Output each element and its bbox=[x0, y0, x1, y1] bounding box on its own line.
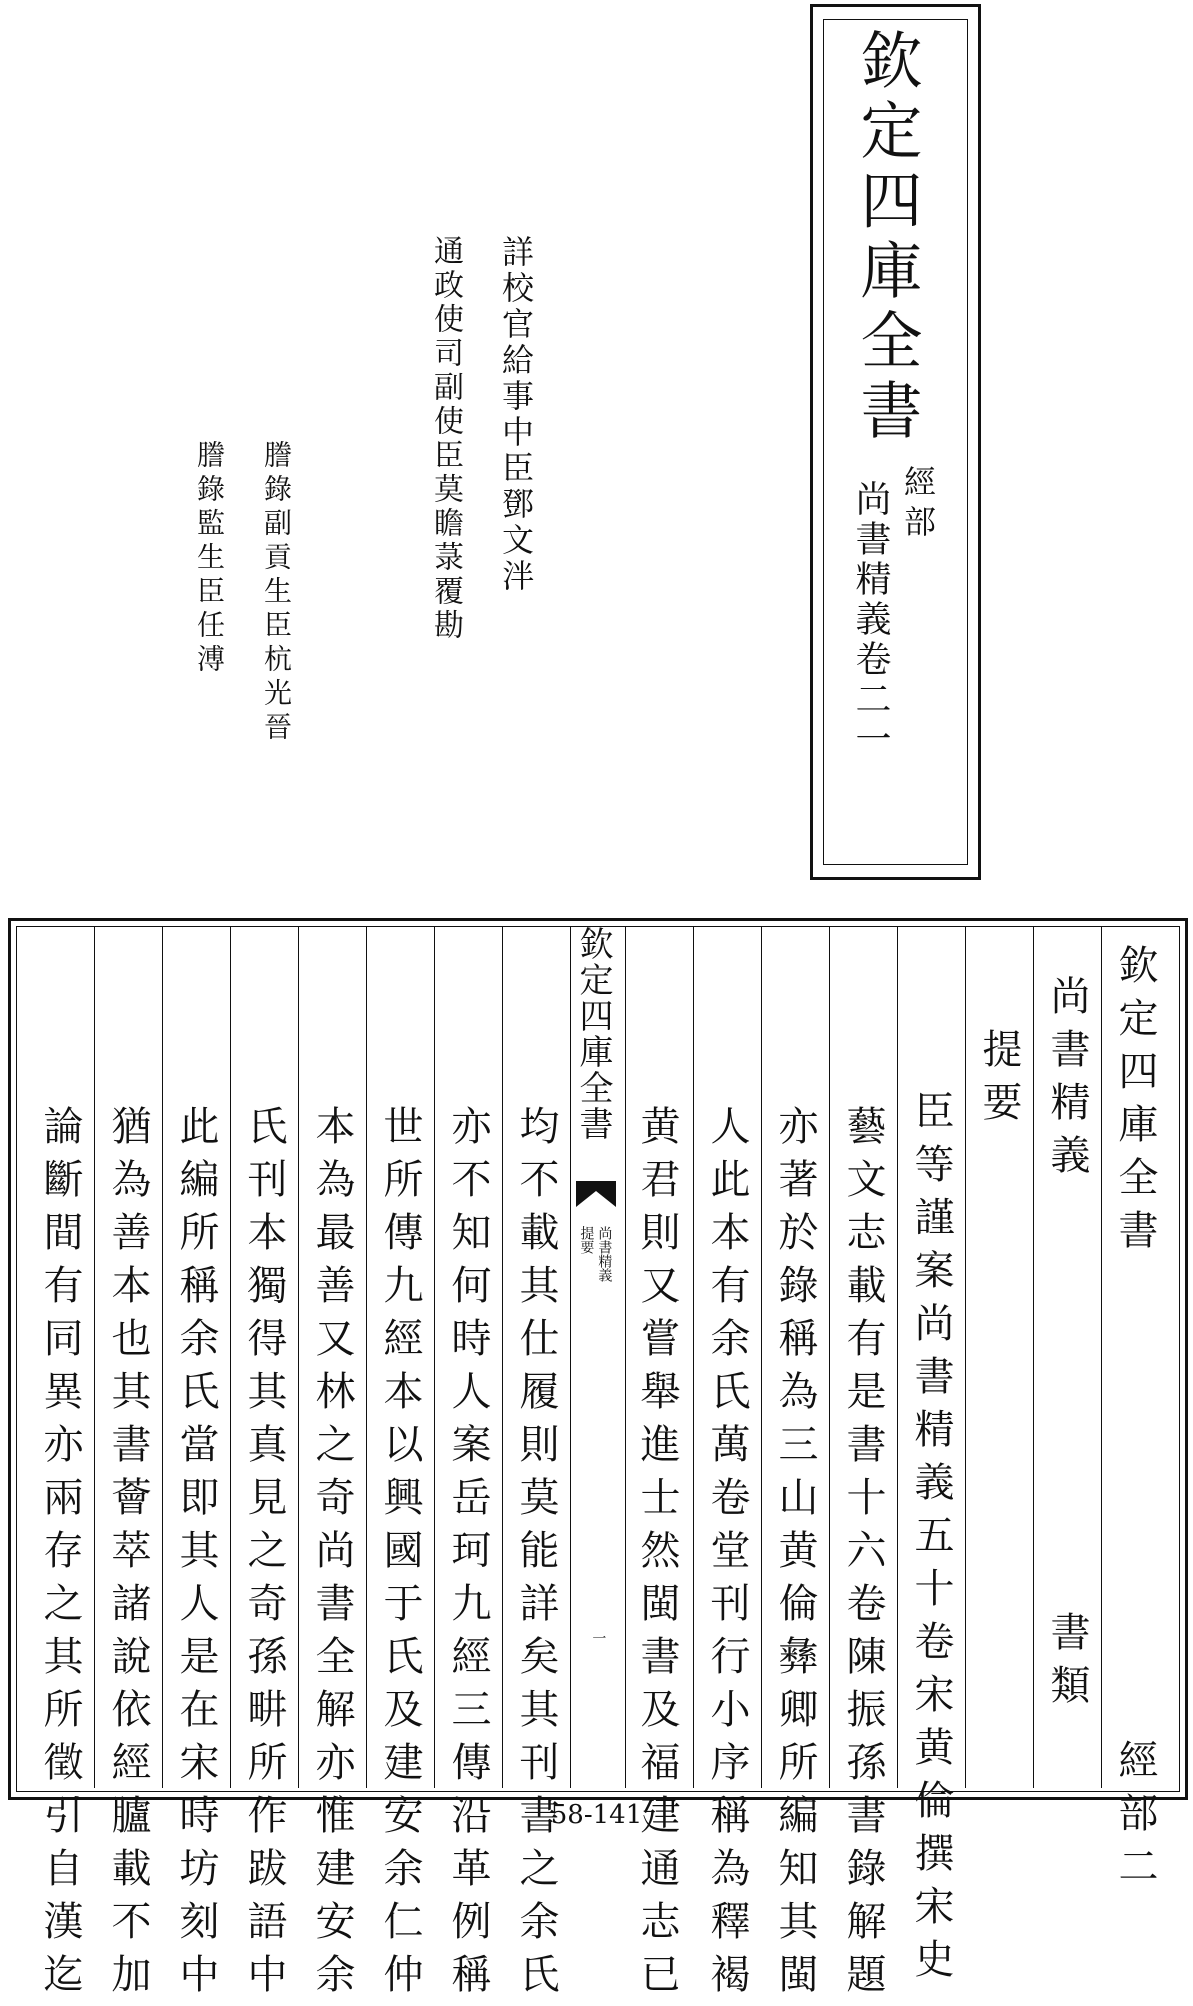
column-rule bbox=[761, 926, 762, 1788]
column-rule bbox=[829, 926, 830, 1788]
center-subtitle-2: 提要 bbox=[578, 1226, 595, 1254]
column-rule bbox=[570, 926, 571, 1788]
text-column: 臣等謹案尚書精義五十卷宋黄倫撰宋史 bbox=[908, 1090, 954, 1991]
text-column: 氏刊本獨得其真見之奇孫畊所作跋語中 bbox=[241, 1105, 287, 2006]
center-title: 欽定四庫全書 bbox=[573, 926, 613, 1142]
text-column: 論斷間有同異亦兩存之其所徵引自漢迄 bbox=[37, 1105, 83, 2006]
column-rule bbox=[965, 926, 966, 1788]
column-rule bbox=[162, 926, 163, 1788]
text-column: 本為最善又林之奇尚書全解亦惟建安余 bbox=[309, 1105, 355, 2006]
text-column: 藝文志載有是書十六卷陳振孫書錄解題 bbox=[840, 1105, 886, 2006]
book-title: 欽定四庫全書 bbox=[850, 28, 923, 448]
center-fold bbox=[573, 926, 616, 1788]
column-rule bbox=[1101, 926, 1102, 1788]
text-column: 此編所稱余氏當即其人是在宋時坊刻中 bbox=[173, 1105, 219, 2006]
column-rule bbox=[298, 926, 299, 1788]
column-rule bbox=[366, 926, 367, 1788]
column-rule bbox=[502, 926, 503, 1788]
text-column: 亦著於錄稱為三山黄倫彝卿所編知其閩 bbox=[772, 1105, 818, 2006]
page-number: 58-141 bbox=[550, 1800, 643, 1830]
column-rule bbox=[1033, 926, 1034, 1788]
column-rule bbox=[693, 926, 694, 1788]
text-column: 世所傳九經本以興國于氏及建安余仁仲 bbox=[377, 1105, 423, 2006]
text-column: 黄君則又嘗舉進士然閩書及福建通志已 bbox=[634, 1105, 680, 2006]
credit-line-3: 謄錄副貢生臣杭光晉 bbox=[260, 440, 293, 746]
center-page-number: 一 bbox=[590, 1631, 607, 1645]
fish-tail-mark bbox=[576, 1181, 616, 1207]
column-rule bbox=[897, 926, 898, 1788]
credit-line-1: 詳校官給事中臣鄧文泮 bbox=[497, 235, 535, 595]
text-column: 尚書精義 書類 bbox=[1044, 975, 1090, 1717]
text-column: 猶為善本也其書薈萃諸說依經臚載不加 bbox=[105, 1105, 151, 2006]
center-subtitle: 尚書精義 bbox=[596, 1226, 613, 1282]
text-column: 人此本有余氏萬卷堂刊行小序稱為釋褐 bbox=[704, 1105, 750, 2006]
volume-label: 尚書精義卷二一 bbox=[850, 480, 891, 760]
credit-line-2: 通政使司副使臣莫瞻菉覆勘 bbox=[428, 235, 463, 643]
text-column: 欽定四庫全書 經部二 bbox=[1112, 944, 1158, 1898]
column-rule bbox=[434, 926, 435, 1788]
text-column: 提要 bbox=[976, 1028, 1022, 1134]
column-rule bbox=[94, 926, 95, 1788]
credit-line-4: 謄錄監生臣任溥 bbox=[193, 440, 226, 678]
column-rule bbox=[625, 926, 626, 1788]
category-label: 經部 bbox=[899, 465, 937, 545]
column-rule bbox=[230, 926, 231, 1788]
text-column: 均不載其仕履則莫能詳矣其刊書之余氏 bbox=[513, 1105, 559, 2006]
text-column: 亦不知何時人案岳珂九經三傳沿革例稱 bbox=[445, 1105, 491, 2006]
